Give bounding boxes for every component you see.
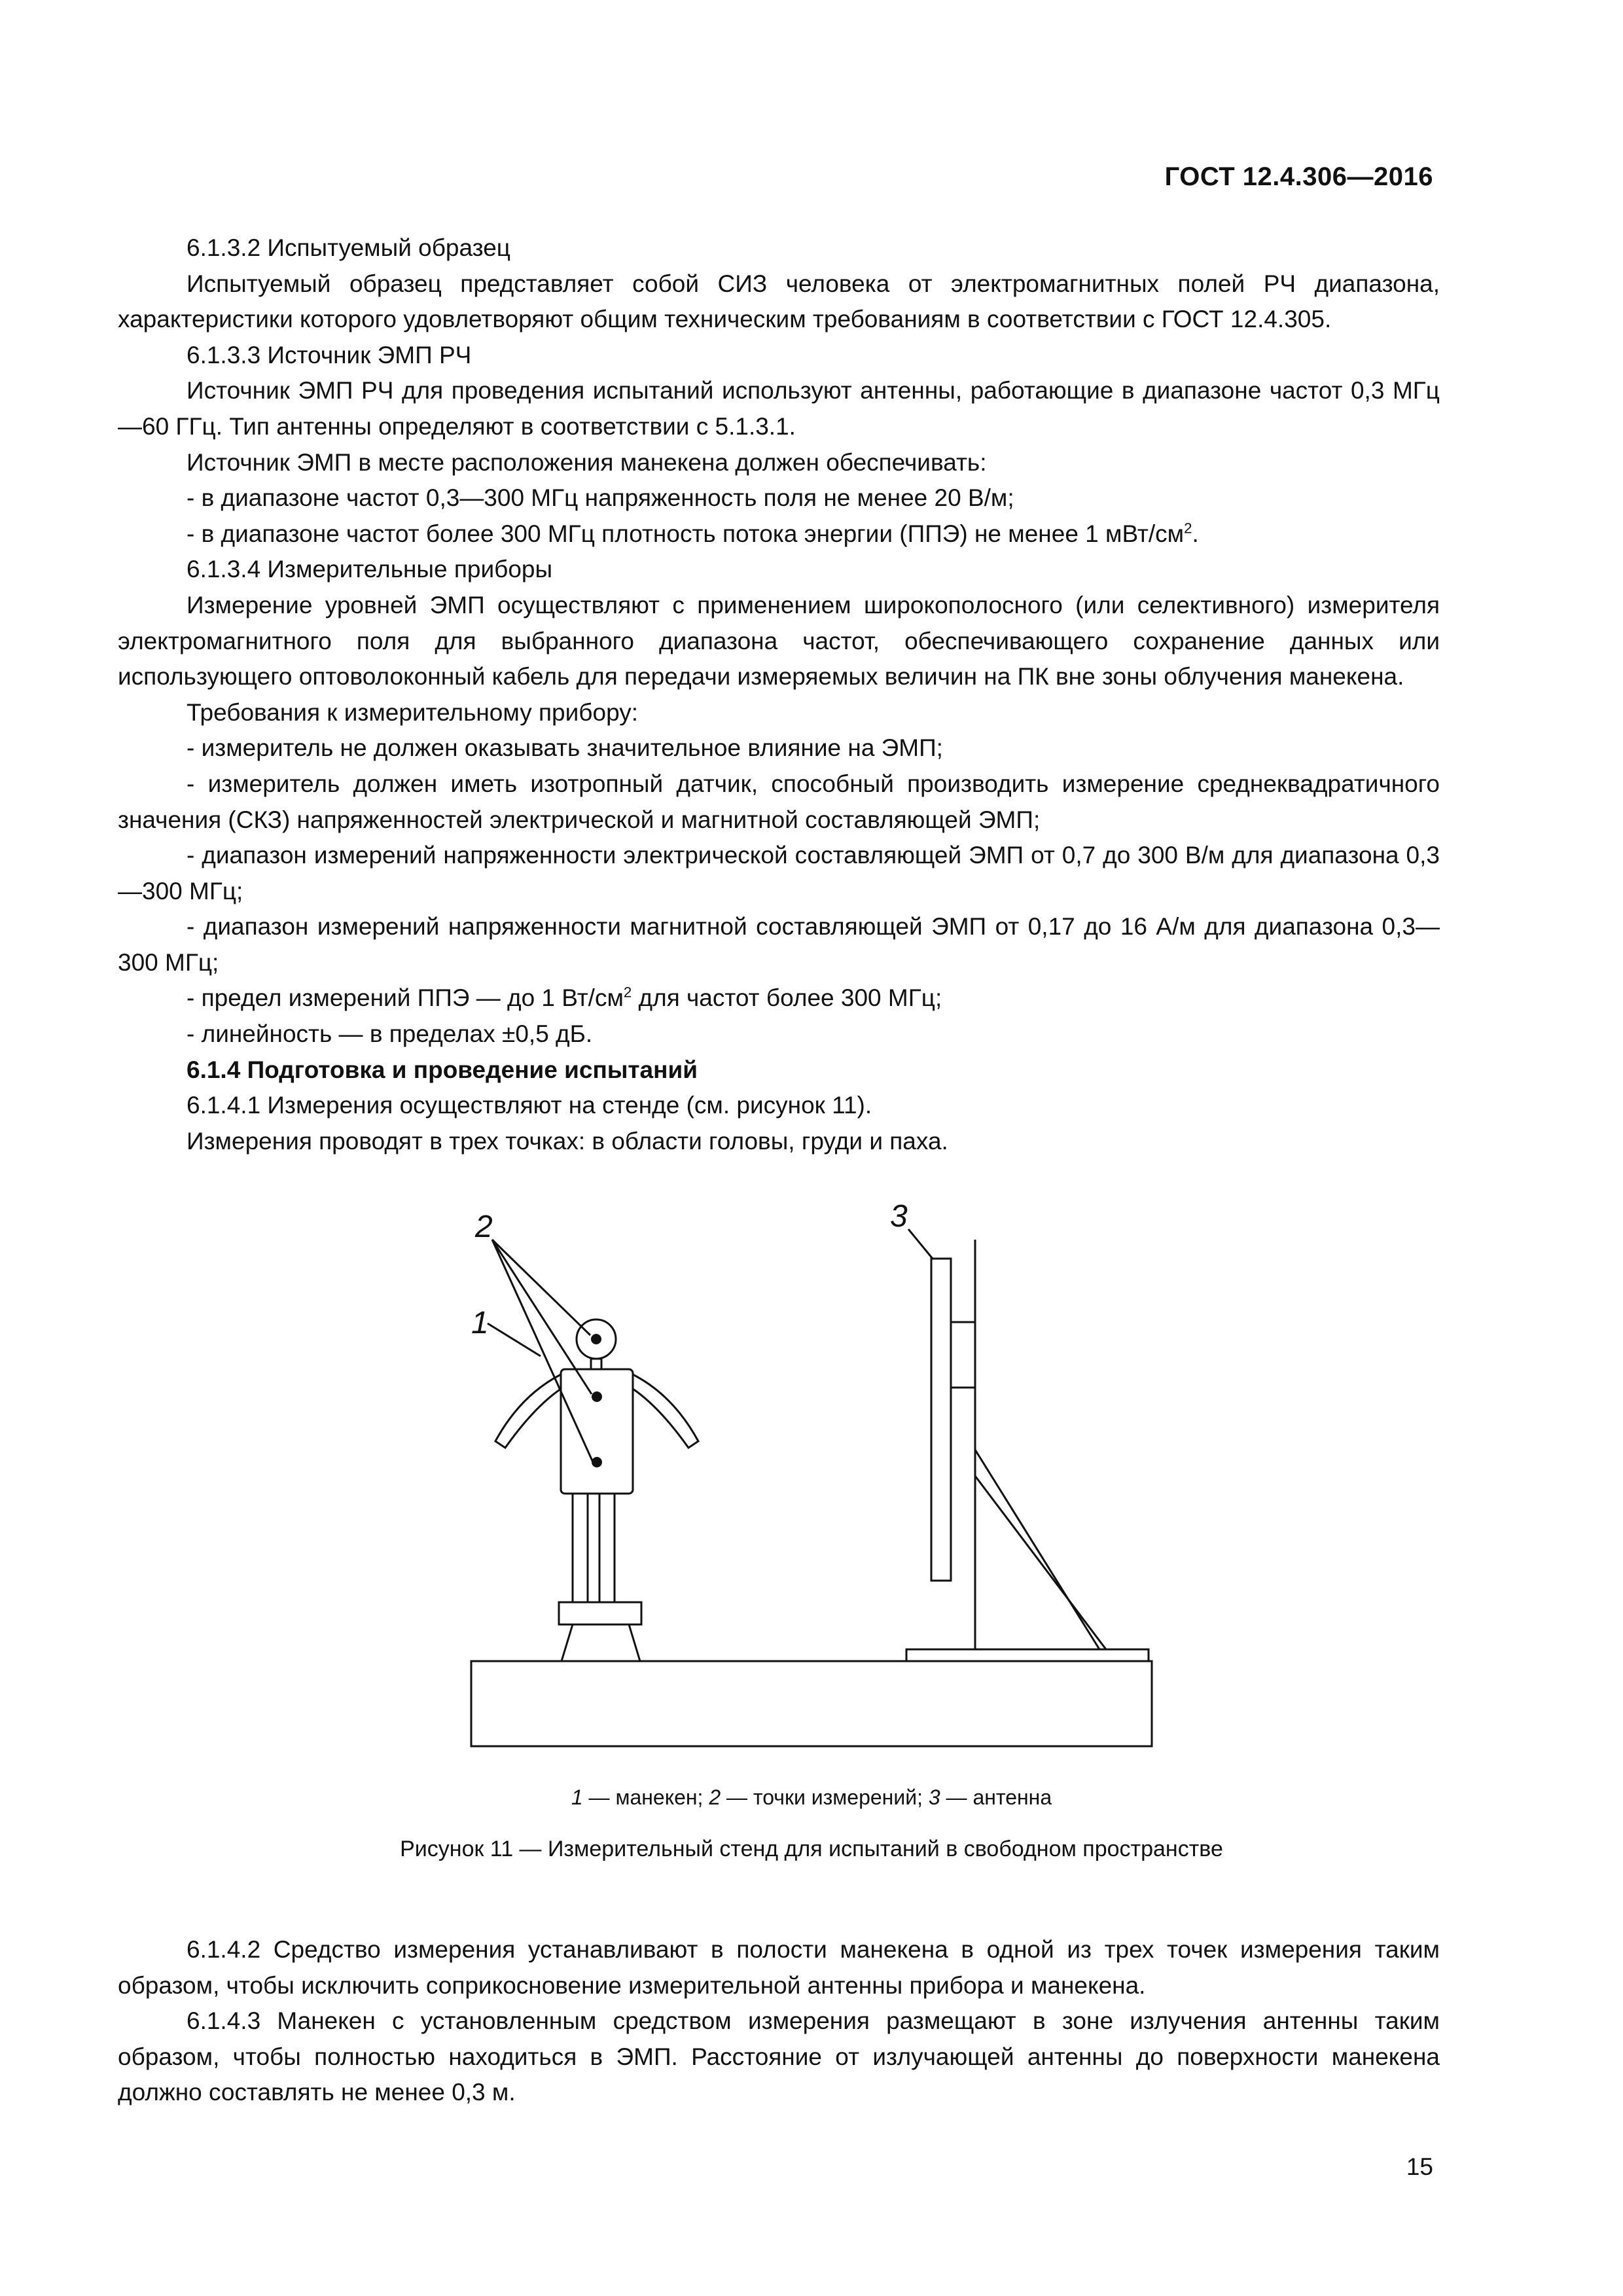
base-platform (471, 1661, 1152, 1746)
mannequin-leg (573, 1494, 588, 1602)
list-item: - измеритель должен иметь изотропный датчик, способный производить измерение среднеквадратичного значения (СКЗ) напряженностей электрической и магнитной составляющей ЭМП; (118, 770, 1440, 833)
figure-legend (0, 1785, 1623, 1810)
superscript: 2 (623, 984, 632, 1001)
stand-leg (629, 1624, 640, 1661)
legend-text: — манекен; (582, 1785, 709, 1809)
paragraph: Источник ЭМП РЧ для проведения испытаний используют антенны, работающие в диапазоне частот 0,3 МГц—60 ГГц. Тип антенны определяют в соответствии с 5.1.3.1. (118, 377, 1440, 440)
measurement-point-chest (592, 1391, 602, 1402)
main-text (118, 230, 1440, 1159)
paragraph: Измерения проводят в трех точках: в области головы, груди и паха. (187, 1127, 948, 1155)
list-item (118, 980, 1440, 1016)
measurement-point-head (591, 1334, 601, 1344)
list-item: - диапазон измерений напряженности магнитной составляющей ЭМП от 0,17 до 16 А/м для диапазона 0,3—300 МГц; (118, 913, 1440, 976)
antenna-panel (931, 1259, 951, 1581)
list-item: - линейность — в пределах ±0,5 дБ. (187, 1020, 593, 1048)
list-item (118, 516, 1440, 552)
list-item: - в диапазоне частот 0,3—300 МГц напряженность поля не менее 20 В/м; (187, 484, 1014, 512)
document-header: ГОСТ 12.4.306—2016 (1164, 162, 1433, 191)
callout-line-2 (492, 1240, 590, 1335)
main-text-continued (118, 1932, 1440, 2111)
paragraph: 6.1.4.3 Манекен с установленным средством измерения размещают в зоне излучения антенны таким образом, чтобы полностью находиться в ЭМП. Расстояние от излучающей антенны до поверхности манекена должно составлять не менее 0,3 м. (118, 2007, 1440, 2106)
legend-text: — антенна (940, 1785, 1052, 1809)
mannequin-leg (599, 1494, 615, 1602)
antenna-base-plate (906, 1649, 1149, 1661)
mannequin-base-plate (559, 1602, 641, 1624)
paragraph: Источник ЭМП в месте расположения манекена должен обеспечивать: (187, 448, 987, 476)
figure-11-test-stand (380, 1198, 1250, 1774)
paragraph: Испытуемый образец представляет собой СИЗ человека от электромагнитных полей РЧ диапазона, характеристики которого удовлетворяют общим техническим требованиям в соответствии с ГОСТ 12.4.305. (118, 270, 1440, 333)
mannequin-neck (591, 1359, 601, 1369)
mannequin-arm-left (495, 1374, 561, 1448)
callout-line-2 (492, 1240, 592, 1394)
mannequin-torso (561, 1369, 633, 1494)
paragraph: 6.1.4.2 Средство измерения устанавливают в полости манекена в одной из трех точек измерения таким образом, чтобы исключить соприкосновение измерительной антенны прибора и манекена. (118, 1936, 1440, 1999)
legend-number: 2 (709, 1785, 721, 1809)
list-item-tail: . (1192, 520, 1199, 547)
callout-label-1: 1 (471, 1306, 489, 1340)
legend-text: — точки измерений; (721, 1785, 929, 1809)
paragraph: 6.1.4.1 Измерения осуществляют на стенде (см. рисунок 11). (187, 1092, 872, 1119)
section-heading-6-1-3-3: 6.1.3.3 Источник ЭМП РЧ (187, 341, 472, 368)
antenna-brace (975, 1476, 1106, 1649)
list-item-text: - предел измерений ППЭ — до 1 Вт/см (187, 984, 624, 1012)
section-heading-6-1-3-2: 6.1.3.2 Испытуемый образец (187, 234, 510, 261)
callout-line-3 (908, 1229, 933, 1259)
section-heading-6-1-4: 6.1.4 Подготовка и проведение испытаний (187, 1056, 698, 1083)
measurement-point-groin (592, 1457, 602, 1467)
callout-label-2: 2 (475, 1210, 493, 1244)
mannequin-arm-right (633, 1374, 698, 1448)
figure-caption: Рисунок 11 — Измерительный стенд для испытаний в свободном пространстве (400, 1837, 1223, 1861)
list-item: - диапазон измерений напряженности электрической составляющей ЭМП от 0,7 до 300 В/м для диапазона 0,3—300 МГц; (118, 842, 1440, 905)
callout-label-3: 3 (890, 1199, 908, 1234)
stand-leg (562, 1624, 573, 1661)
superscript: 2 (1184, 520, 1192, 537)
paragraph: Требования к измерительному прибору: (187, 698, 639, 726)
list-item: - измеритель не должен оказывать значительное влияние на ЭМП; (187, 734, 943, 762)
page-number: 15 (1406, 2153, 1433, 2180)
section-heading-6-1-3-4: 6.1.3.4 Измерительные приборы (187, 556, 553, 583)
paragraph: Измерение уровней ЭМП осуществляют с применением широкополосного (или селективного) измерителя электромагнитного поля для выбранного диапазона частот, обеспечивающего сохранение данных или использующего оптоволоконный кабель для передачи измеряемых величин на ПК вне зоны облучения манекена. (118, 591, 1440, 691)
legend-number: 3 (928, 1785, 940, 1809)
list-item-text: - в диапазоне частот более 300 МГц плотность потока энергии (ППЭ) не менее 1 мВт/см (187, 520, 1185, 547)
list-item-tail: для частот более 300 МГц; (632, 984, 942, 1012)
antenna-brace (975, 1450, 1099, 1649)
legend-number: 1 (571, 1785, 583, 1809)
